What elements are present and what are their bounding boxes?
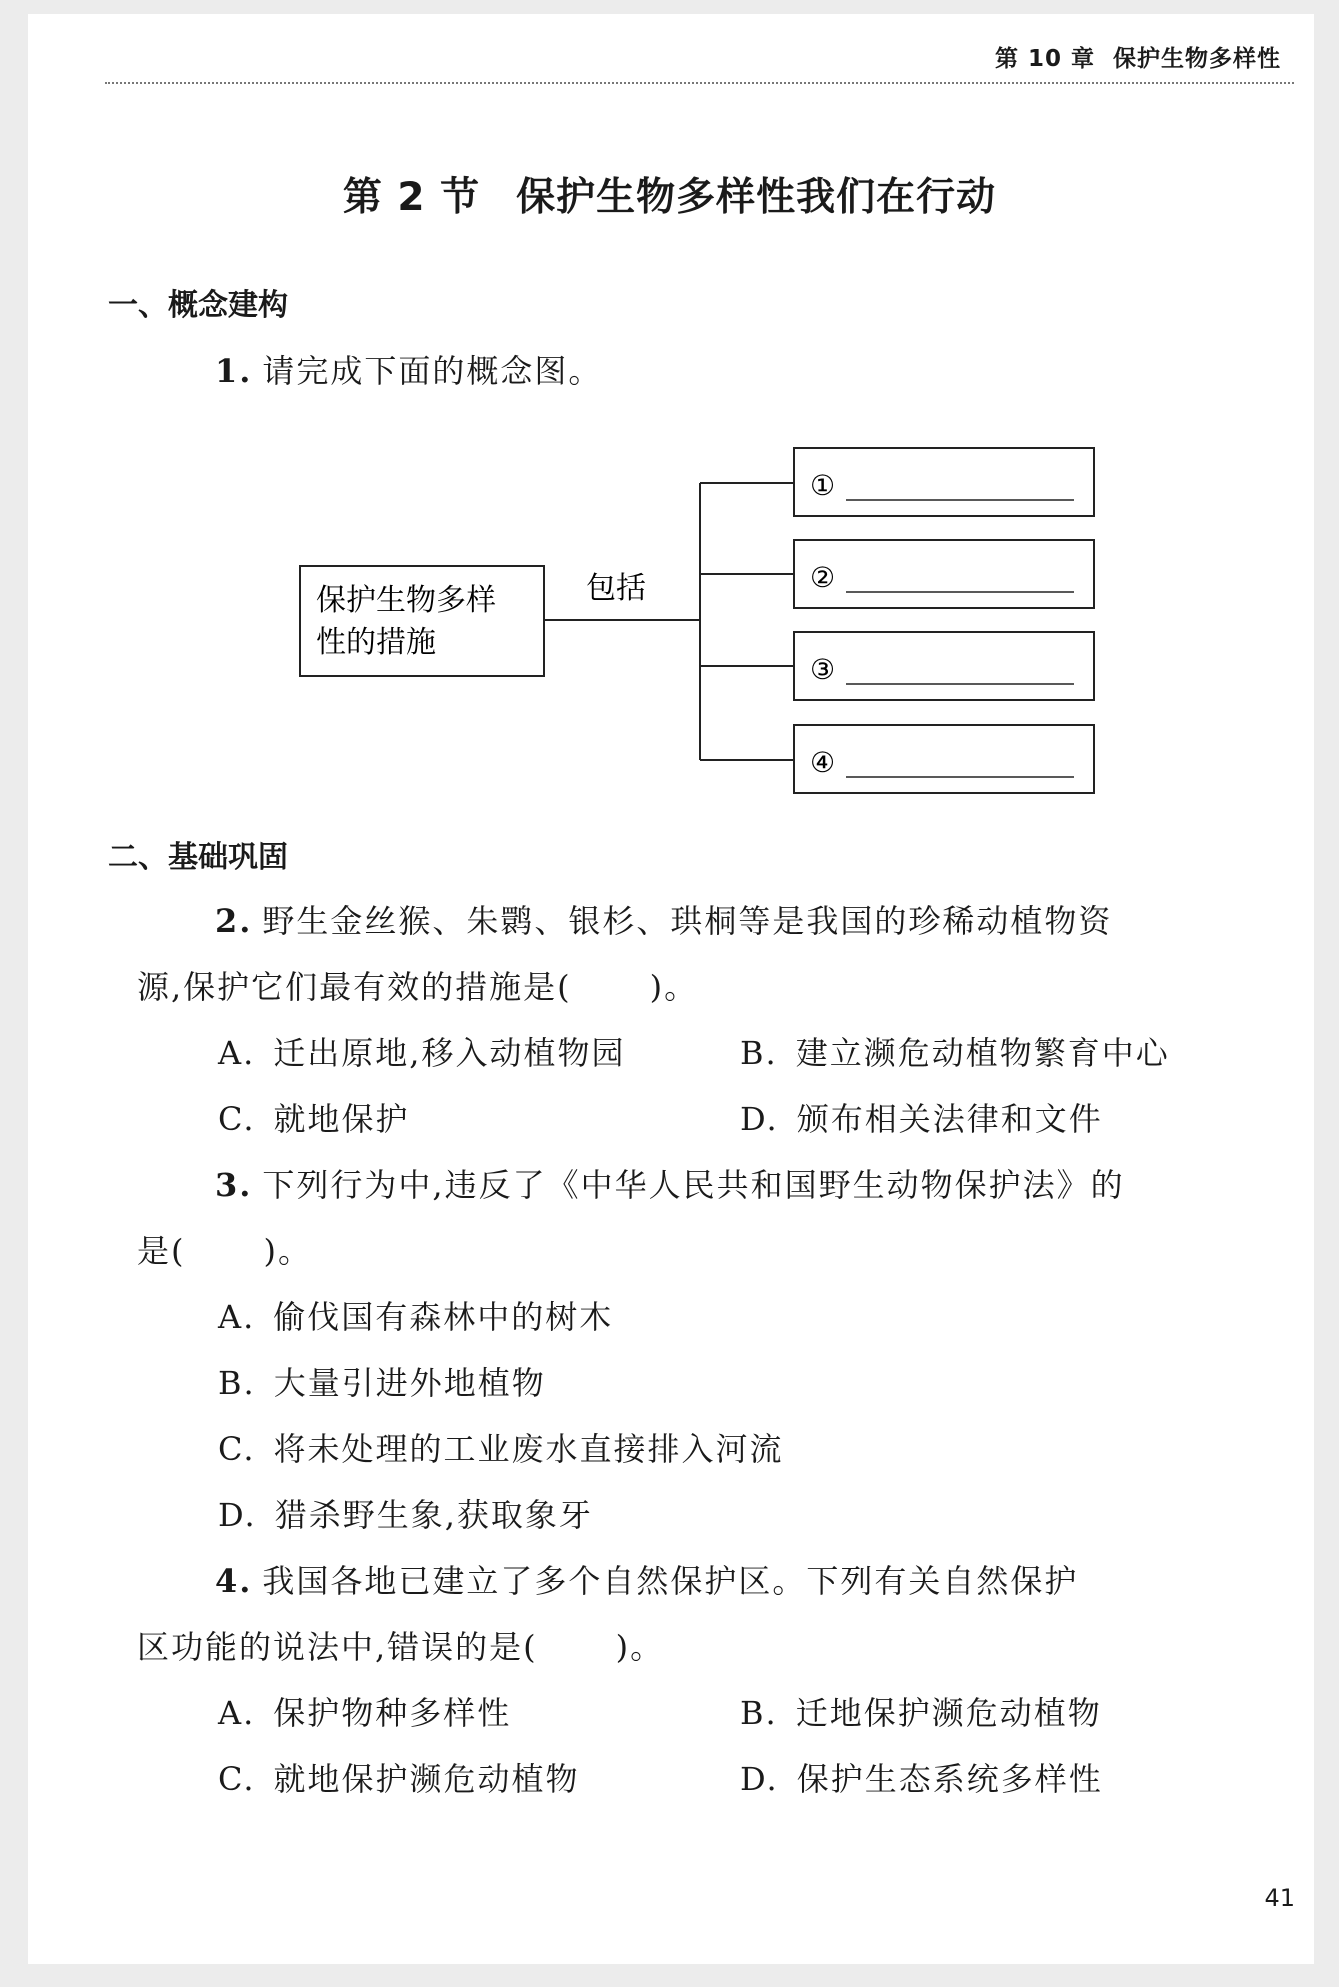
slot-marker-2: ② [810, 561, 836, 594]
option-letter: A. [218, 1034, 256, 1072]
option-text: 建立濒危动植物繁育中心 [795, 1034, 1170, 1072]
question-text: 是( [137, 1232, 186, 1270]
question-4-line1 [215, 1556, 1078, 1602]
question-number: 1. [215, 352, 253, 390]
q4-option-d[interactable] [740, 1754, 1103, 1800]
option-text: 就地保护 [273, 1100, 410, 1138]
question-text: 下列行为中,违反了《中华人民共和国野生动物保护法》的 [262, 1166, 1125, 1204]
option-letter: C. [218, 1100, 256, 1138]
answer-box-2 [794, 540, 1094, 608]
question-text: 请完成下面的概念图。 [262, 352, 603, 390]
q4-option-c[interactable] [218, 1754, 580, 1800]
option-letter: B. [740, 1694, 778, 1732]
question-3-line1 [215, 1160, 1125, 1206]
option-text: 颁布相关法律和文件 [796, 1100, 1103, 1138]
option-text: 保护物种多样性 [273, 1694, 512, 1732]
question-text-end: )。 [649, 968, 699, 1006]
question-text-end: )。 [615, 1628, 665, 1666]
concept-map [0, 0, 1339, 820]
answer-box-4 [794, 725, 1094, 793]
measures-box-line2: 性的措施 [316, 625, 436, 660]
question-2-line1 [215, 896, 1112, 942]
option-text: 保护生态系统多样性 [796, 1760, 1103, 1798]
q4-option-b[interactable] [740, 1688, 1102, 1734]
question-3-line2 [137, 1226, 312, 1272]
q4-option-a[interactable] [218, 1688, 511, 1734]
measures-box-line1: 保护生物多样 [316, 583, 496, 618]
q3-option-d[interactable] [218, 1490, 593, 1536]
question-number: 2. [215, 902, 253, 940]
option-text: 猎杀野生象,获取象牙 [274, 1496, 593, 1534]
question-2-line2 [137, 962, 698, 1008]
option-letter: A. [218, 1298, 256, 1336]
option-letter: C. [218, 1430, 256, 1468]
q2-option-d[interactable] [740, 1094, 1103, 1140]
answer-box-3 [794, 632, 1094, 700]
option-letter: D. [218, 1496, 257, 1534]
question-number: 4. [215, 1562, 253, 1600]
lesson-name: 保护生物多样性我们在行动 [516, 175, 997, 220]
option-letter: B. [740, 1034, 778, 1072]
slot-marker-3: ③ [810, 653, 836, 686]
question-number: 3. [215, 1166, 253, 1204]
question-text: 区功能的说法中,错误的是( [137, 1628, 538, 1666]
question-4-line2 [137, 1622, 664, 1668]
question-text-end: )。 [263, 1232, 312, 1270]
lesson-number: 第 2 节 [342, 175, 481, 220]
q2-option-b[interactable] [740, 1028, 1170, 1074]
option-text: 就地保护濒危动植物 [273, 1760, 580, 1798]
q2-option-c[interactable] [218, 1094, 410, 1140]
chapter-label: 第 10 章 [994, 46, 1095, 72]
q2-option-a[interactable] [218, 1028, 625, 1074]
option-text: 迁出原地,移入动植物园 [273, 1034, 626, 1072]
option-text: 大量引进外地植物 [273, 1364, 546, 1402]
option-letter: D. [740, 1760, 779, 1798]
chapter-title: 保护生物多样性 [1113, 46, 1281, 72]
option-letter: A. [218, 1694, 256, 1732]
q3-option-b[interactable] [218, 1358, 546, 1404]
option-letter: B. [218, 1364, 256, 1402]
question-text: 野生金丝猴、朱鹮、银杉、珙桐等是我国的珍稀动植物资 [262, 902, 1113, 940]
section-heading-basics: 二、基础巩固 [108, 840, 288, 875]
page-number: 41 [1264, 1884, 1295, 1912]
option-letter: D. [740, 1100, 779, 1138]
question-text: 我国各地已建立了多个自然保护区。下列有关自然保护 [262, 1562, 1079, 1600]
section-heading-concept: 一、概念建构 [108, 288, 288, 323]
option-text: 迁地保护濒危动植物 [795, 1694, 1102, 1732]
option-text: 将未处理的工业废水直接排入河流 [273, 1430, 784, 1468]
slot-marker-1: ① [810, 469, 836, 502]
q3-option-c[interactable] [218, 1424, 784, 1470]
question-text: 源,保护它们最有效的措施是( [137, 968, 572, 1006]
option-letter: C. [218, 1760, 256, 1798]
slot-marker-4: ④ [810, 746, 836, 779]
connector-label: 包括 [586, 571, 646, 606]
answer-box-1 [794, 448, 1094, 516]
q3-option-a[interactable] [218, 1292, 613, 1338]
option-text: 偷伐国有森林中的树木 [273, 1298, 614, 1336]
